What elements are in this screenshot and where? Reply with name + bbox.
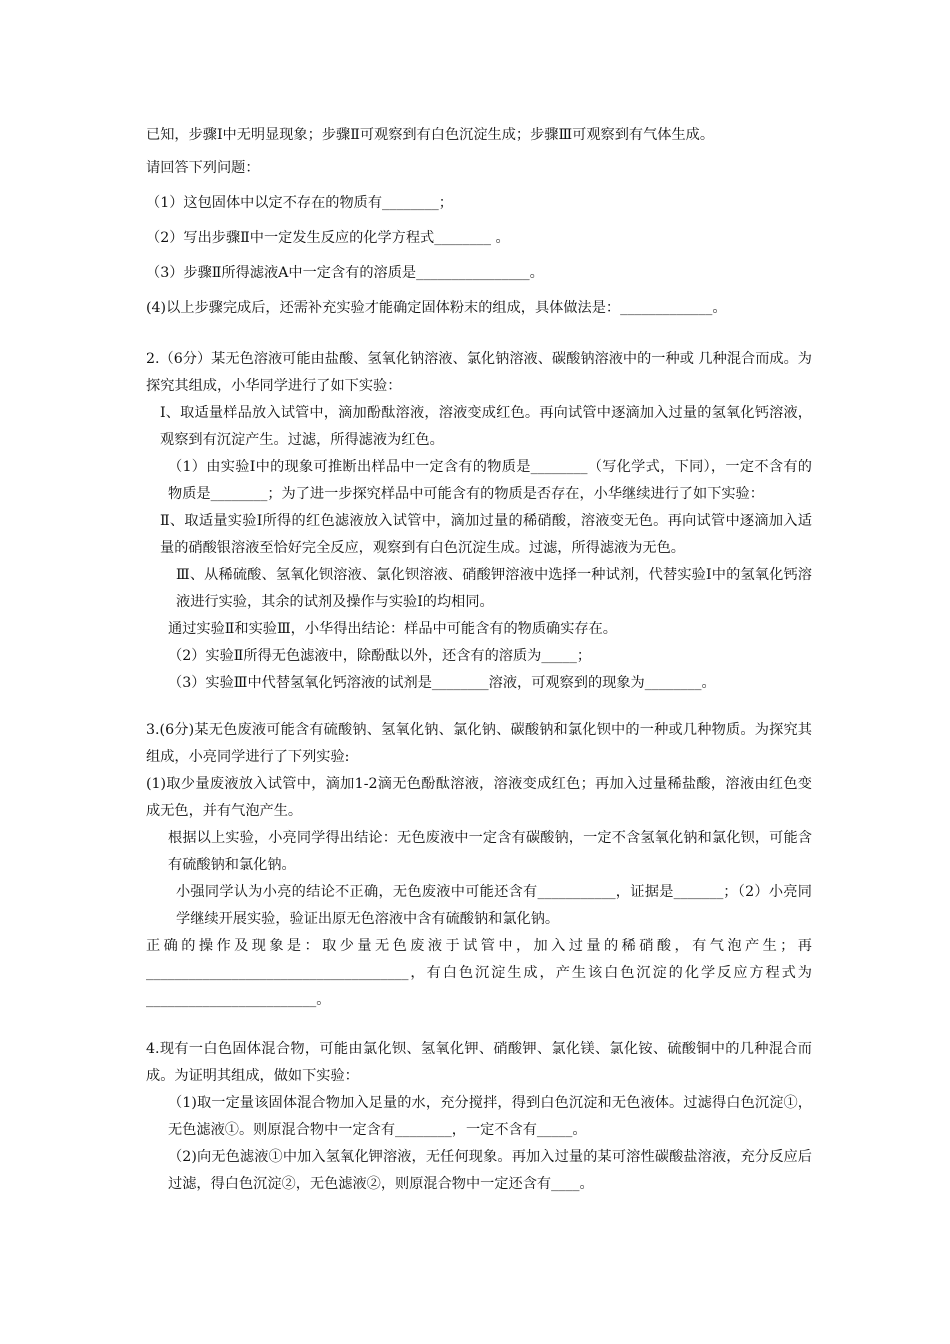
s3-question-1: 小强同学认为小亮的结论不正确，无色废液中可能还含有___________，证据是_______；（2）小亮同学继续开展实验，验证出原无色溶液中含有硫酸钠和氯化钠。	[176, 884, 812, 927]
s1-intro: 已知，步骤Ⅰ中无明显现象；步骤Ⅱ可观察到有白色沉淀生成；步骤Ⅲ可观察到有气体生成。	[146, 127, 715, 143]
s2-intro: 2.（6分）某无色溶液可能由盐酸、氢氧化钠溶液、氯化钠溶液、碳酸钠溶液中的一种或 几种混合而成。为探究其组成，小华同学进行了如下实验：	[146, 351, 812, 394]
s1-question-4: (4)以上步骤完成后，还需补充实验才能确定固体粉末的组成，具体做法是：_____________。	[146, 300, 727, 316]
s2-question-2: （2）实验Ⅱ所得无色滤液中，除酚酞以外，还含有的溶质为_____；	[168, 648, 592, 664]
s1-question-2: （2）写出步骤Ⅱ中一定发生反应的化学方程式________ 。	[146, 230, 510, 246]
s1-question-3: （3）步骤Ⅱ所得滤液A中一定含有的溶质是________________。	[146, 265, 544, 281]
s4-question-1: （1)取一定量该固体混合物加入足量的水，充分搅拌，得到白色沉淀和无色液体。过滤得白色沉淀①，无色滤液①。则原混合物中一定含有________，一定不含有_____。	[168, 1095, 812, 1138]
document-page	[146, 122, 812, 1198]
s1-prompt: 请回答下列问题：	[146, 160, 260, 176]
s4-intro: 4.现有一白色固体混合物，可能由氯化钡、氢氧化钾、硝酸钾、氯化镁、氯化铵、硫酸铜中的几种混合而成。为证明其组成，做如下实验：	[146, 1041, 812, 1084]
s2-question-1: （1）由实验Ⅰ中的现象可推断出样品中一定含有的物质是________（写化学式，下同），一定不含有的物质是________；为了进一步探究样品中可能含有的物质是否存在，小华继续进行了如下实验：	[168, 459, 812, 502]
s3-step-1: (1)取少量废液放入试管中，滴加1-2滴无色酚酞溶液，溶液变成红色；再加入过量稀盐酸，溶液由红色变成无色，并有气泡产生。	[146, 776, 812, 819]
s3-intro: 3.(6分)某无色废液可能含有硫酸钠、氢氧化钠、氯化钠、碳酸钠和氯化钡中的一种或几种物质。为探究其组成，小亮同学进行了下列实验:	[146, 722, 812, 765]
s2-step-2: Ⅱ、取适量实验Ⅰ所得的红色滤液放入试管中，滴加过量的稀硝酸，溶液变无色。再向试管中逐滴加入适量的硝酸银溶液至恰好完全反应，观察到有白色沉淀生成。过滤，所得滤液为无色。	[160, 513, 812, 556]
s2-step-1: Ⅰ、取适量样品放入试管中，滴加酚酞溶液，溶液变成红色。再向试管中逐滴加入过量的氢氧化钙溶液，观察到有沉淀产生。过滤，所得滤液为红色。	[160, 405, 812, 448]
s3-question-2: 正确的操作及现象是：取少量无色废液于试管中，加入过量的稀硝酸，有气泡产生；再_____________________________________，有白色沉淀生成，产生该白色沉淀的化学反应方程式为________________________。	[146, 938, 812, 1008]
s1-question-1: （1）这包固体中以定不存在的物质有________；	[146, 195, 453, 211]
s4-question-2: （2)向无色滤液①中加入氢氧化钾溶液，无任何现象。再加入过量的某可溶性碳酸盐溶液，充分反应后过滤，得白色沉淀②，无色滤液②，则原混合物中一定还含有____。	[168, 1149, 812, 1192]
s2-step-3: Ⅲ、从稀硫酸、氢氧化钡溶液、氯化钡溶液、硝酸钾溶液中选择一种试剂，代替实验Ⅰ中的氢氧化钙溶液进行实验，其余的试剂及操作与实验Ⅰ的均相同。	[176, 567, 812, 610]
s2-question-3: （3）实验Ⅲ中代替氢氧化钙溶液的试剂是________溶液，可观察到的现象为________。	[168, 675, 716, 691]
s2-conclusion: 通过实验Ⅱ和实验Ⅲ，小华得出结论：样品中可能含有的物质确实存在。	[168, 621, 617, 637]
s3-conclusion: 根据以上实验，小亮同学得出结论：无色废液中一定含有碳酸钠，一定不含氢氧化钠和氯化钡，可能含有硫酸钠和氯化钠。	[168, 830, 812, 873]
